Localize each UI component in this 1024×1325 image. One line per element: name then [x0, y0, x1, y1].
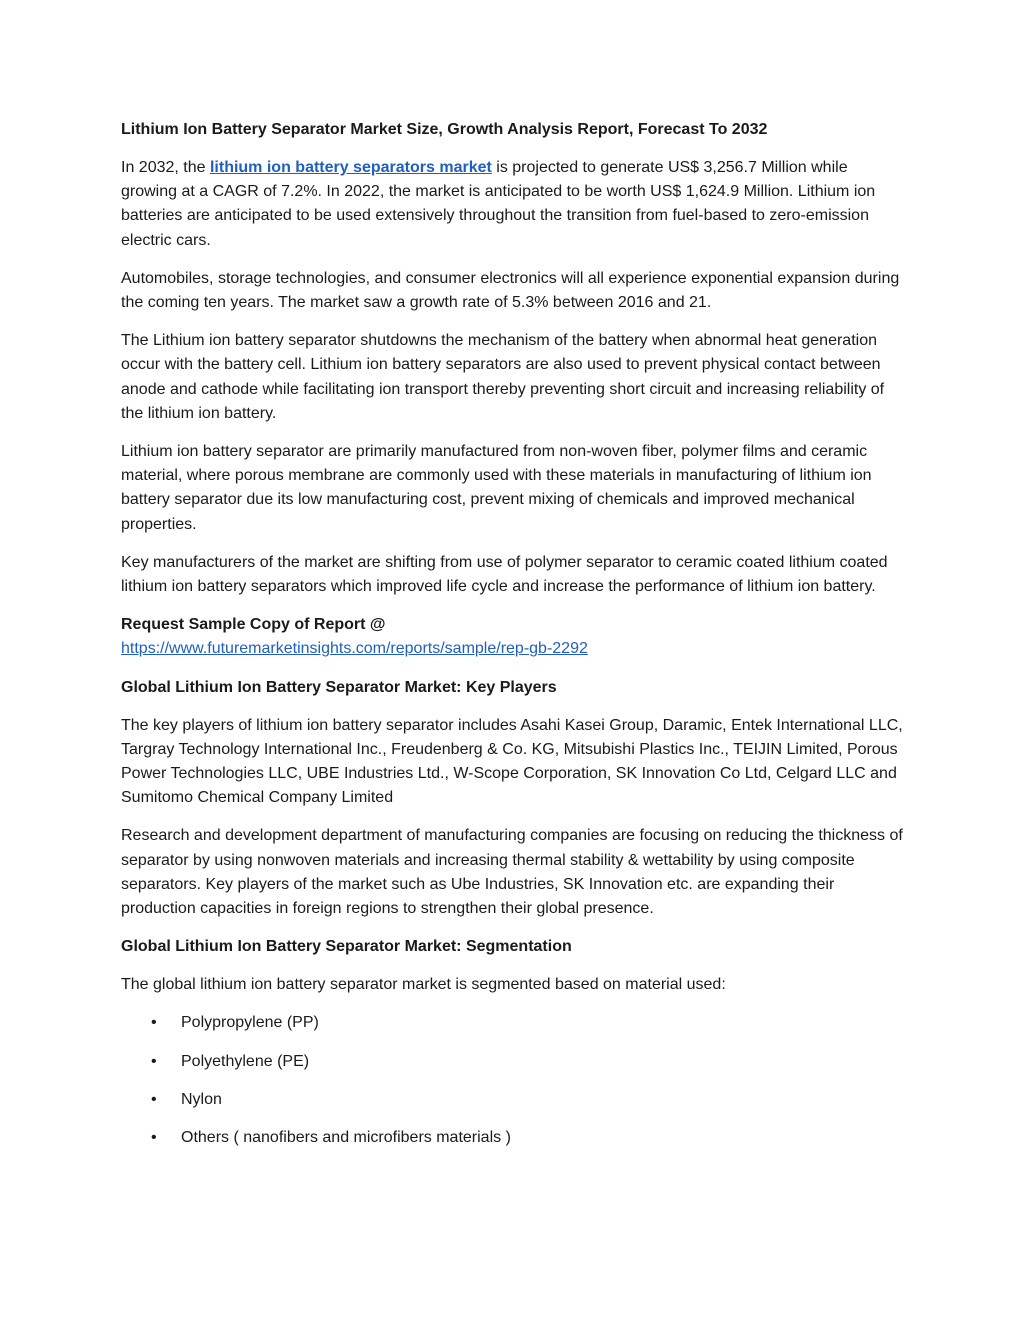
key-players-heading: Global Lithium Ion Battery Separator Market: Key Players — [121, 678, 557, 696]
intro-text-after-link: is projected to generate US$ 3,256.7 Million while growing at a CAGR of 7.2%. In 2022, the market is anticipated to be worth US$ 1,624.9 Million. Lithium ion batteries are anticipated to be used extensively throughout the transition from fuel-based to zero-emission electric cars. — [121, 159, 876, 249]
segmentation-heading: Global Lithium Ion Battery Separator Market: Segmentation — [121, 938, 572, 956]
bullet-icon: • — [151, 1014, 157, 1032]
bullet-icon: • — [151, 1052, 157, 1070]
body-paragraph: The Lithium ion battery separator shutdowns the mechanism of the battery when abnormal heat generation occur with the battery cell. Lithium ion battery separators are also used to prevent physical contact between anode and cathode while facilitating ion transport thereby preventing short circuit and increasing reliability of the lithium ion battery. — [121, 332, 885, 422]
key-players-paragraph: The key players of lithium ion battery separator includes Asahi Kasei Group, Daramic, Entek International LLC, Targray Technology International Inc., Freudenberg & Co. KG, Mitsubishi Plastics Inc., TEIJIN Limited, Porous Power Technologies LLC, UBE Industries Ltd., W-Scope Corporation, SK Innovation Co Ltd, Celgard LLC and Sumitomo Chemical Company Limited — [121, 716, 903, 807]
market-link[interactable]: lithium ion battery separators market — [209, 159, 492, 176]
list-item — [121, 1011, 907, 1035]
intro-text-before-link: In 2032, the — [121, 159, 210, 176]
list-item-text: Polyethylene (PE) — [181, 1052, 310, 1070]
body-paragraph: Lithium ion battery separator are primarily manufactured from non-woven fiber, polymer films and ceramic material, where porous membrane are commonly used with these materials in manufacturing of lithium ion battery separator due its low manufacturing cost, prevent mixing of chemicals and improved mechanical properties. — [121, 443, 872, 533]
list-item-text: Nylon — [181, 1090, 222, 1108]
list-item-text: Polypropylene (PP) — [181, 1014, 319, 1032]
list-item — [121, 1126, 907, 1150]
request-sample-label: Request Sample Copy of Report @ — [121, 616, 386, 634]
intro-paragraph — [121, 156, 907, 253]
research-paragraph: Research and development department of manufacturing companies are focusing on reducing the thickness of separator by using nonwoven materials and increasing thermal stability & wettability by using composite separators. Key players of the market such as Ube Industries, SK Innovation etc. are expanding their production capacities in foreign regions to strengthen their global presence. — [121, 827, 903, 918]
bullet-icon: • — [151, 1090, 157, 1108]
body-paragraph: Key manufacturers of the market are shifting from use of polymer separator to ceramic coated lithium coated lithium ion battery separators which improved life cycle and increase the performance of lithium ion battery. — [121, 553, 888, 596]
list-item — [121, 1050, 907, 1074]
request-sample-block — [121, 613, 907, 661]
document-page — [121, 118, 907, 1164]
request-sample-link[interactable]: https://www.futuremarketinsights.com/reports/sample/rep-gb-2292 — [121, 640, 588, 658]
list-item — [121, 1088, 907, 1112]
body-paragraph: Automobiles, storage technologies, and consumer electronics will all experience exponential expansion during the coming ten years. The market saw a growth rate of 5.3% between 2016 and 21. — [121, 269, 900, 312]
segmentation-list — [121, 1011, 907, 1150]
list-item-text: Others ( nanofibers and microfibers materials ) — [181, 1129, 511, 1147]
segmentation-intro: The global lithium ion battery separator market is segmented based on material used: — [121, 976, 726, 994]
bullet-icon: • — [151, 1129, 157, 1147]
document-title: Lithium Ion Battery Separator Market Size, Growth Analysis Report, Forecast To 2032 — [121, 121, 768, 138]
